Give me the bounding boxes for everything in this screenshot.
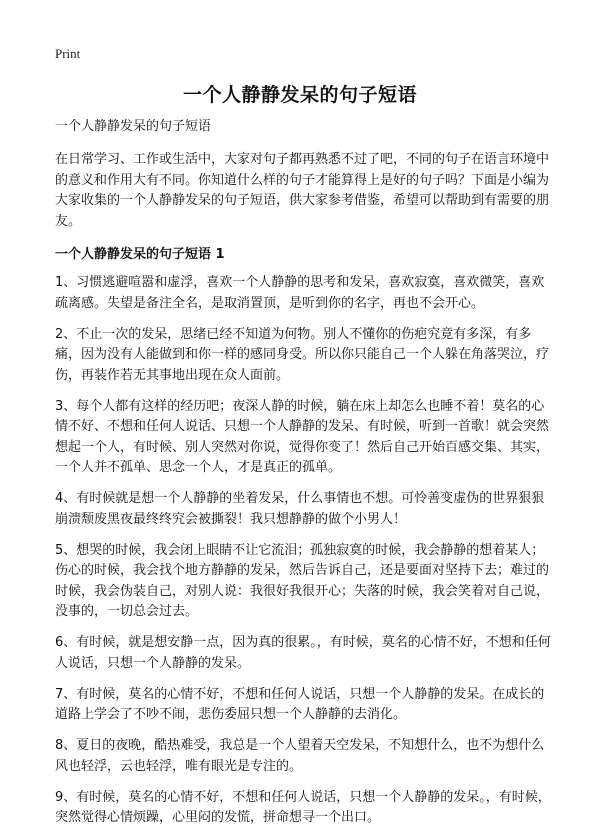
- list-item: 3、每个人都有这样的经历吧；夜深人静的时候，躺在床上却怎么也睡不着！莫名的心情不好、不想和任何人说话、只想一个人静静的发呆、有时候，听到一首歌！就会突然想起一个人，有时候、别人突然对你说，觉得你变了！然后自己开始百感交集、其实，一个人并不孤单、思念一个人，才是真正的孤单。: [55, 398, 550, 475]
- page-title: 一个人静静发呆的句子短语: [182, 84, 417, 106]
- print-link[interactable]: Print: [55, 46, 81, 61]
- sentence-list: [55, 273, 554, 829]
- list-item: 8、夏日的夜晚，酷热难受，我总是一个人望着天空发呆，不知想什么，也不为想什么风也轻浮，云也轻浮，唯有眼光是专注的。: [55, 738, 545, 774]
- article-subtitle: 一个人静静发呆的句子短语: [55, 119, 212, 134]
- article-body: [55, 118, 554, 839]
- list-item: 5、想哭的时候，我会闭上眼睛不让它流泪；孤独寂寞的时候，我会静静的想着某人；伤心的时候，我会找个地方静静的发呆，然后告诉自己，还是要面对坚持下去；难过的时候，我会伪装自己，对别人说：我很好我很开心；失落的时候，我会笑着对自己说，没事的，一切总会过去。: [55, 542, 550, 619]
- list-item: 4、有时候就是想一个人静静的坐着发呆，什么事情也不想。可怜善变虚伪的世界狠狠崩溃颓废黑夜最终终究会被撕裂！我只想静静的做个小男人！: [55, 491, 545, 527]
- list-item: 7、有时候，莫名的心情不好，不想和任何人说话，只想一个人静静的发呆。在成长的道路上学会了不吵不闹，悲伤委屈只想一个人静静的去消化。: [55, 686, 545, 722]
- intro-paragraph: 在日常学习、工作或生活中，大家对句子都再熟悉不过了吧，不同的句子在语言环境中的意义和作用大有不同。你知道什么样的句子才能算得上是好的句子吗？下面是小编为大家收集的一个人静静发呆的句子短语，供大家参考借鉴，希望可以帮助到有需要的朋友。: [55, 152, 550, 229]
- list-item: 2、不止一次的发呆，思绪已经不知道为何物。别人不懂你的伤疤究竟有多深，有多痛，因为没有人能做到和你一样的感同身受。所以你只能自己一个人躲在角落哭泣，疗伤，再装作若无其事地出现在众人面前。: [55, 326, 550, 383]
- section-heading: 一个人静静发呆的句子短语 1: [55, 247, 225, 262]
- list-item: 9、有时候，莫名的心情不好，不想和任何人说话，只想一个人静静的发呆。，有时候，突然觉得心情烦躁，心里闷的发慌，拼命想寻一个出口。: [55, 789, 551, 825]
- list-item: 6、有时候，就是想安静一点，因为真的很累。，有时候，莫名的心情不好，不想和任何人说话，只想一个人静静的发呆。: [55, 635, 551, 671]
- list-item: 1、习惯逃避喧嚣和虚浮，喜欢一个人静静的思考和发呆，喜欢寂寞，喜欢微笑，喜欢疏离感。失望是备注全名，是取消置顶，是听到你的名字，再也不会开心。: [55, 275, 545, 311]
